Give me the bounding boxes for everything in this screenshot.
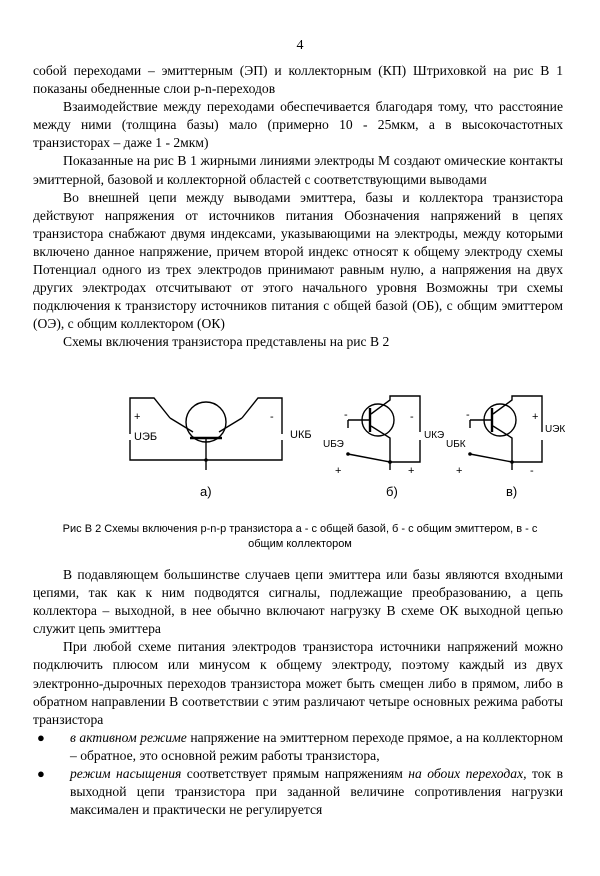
paragraph: Во внешней цепи между выводами эмиттера, базы и коллектора транзистора действуют напряжения от источников питания Обозначения напряжений в цепях транзистора снабжают двумя индексами, указывающими на электроды, между которыми включено данное напряжение, причем второй индекс относят к общему электроду схемы Потенциал одного из трех электродов принимают равным нулю, а напряжения на двух других электродах отсчитывают от этого начального уровня Возможны три схемы подключения к транзистору источников питания с общей базой (ОБ), с общим эмиттером (ОЭ), с общим коллектором (ОК): [33, 189, 563, 332]
paragraph: Взаимодействие между переходами обеспечивается благодаря тому, что расстояние между ними (толщина базы) мало (примерно 10 - 25мкм, а в высокочастотных транзисторах – даже 1 - 2мкм): [33, 99, 563, 151]
label-ueb: UЭБ: [134, 431, 158, 443]
minus-sign: -: [530, 465, 534, 477]
term: в активном режиме: [70, 729, 187, 745]
page-number: 4: [296, 38, 304, 53]
plus-sign: +: [408, 465, 415, 477]
plus-sign: +: [532, 411, 539, 423]
label-ube: UБЭ: [323, 439, 344, 450]
label-ubk: UБК: [446, 439, 466, 450]
item-text: напряжение на эмиттерном переходе прямое, а на коллекторном – обратное, это основной режим работы транзистора,: [70, 729, 563, 763]
item-text: соответствует прямым напряжениям: [181, 766, 409, 782]
list-item: [33, 765, 563, 819]
paragraph: При любой схеме питания электродов транзистора источники напряжений можно подключить плюсом или минусом к общему электроду, поэтому каждый из двух электронно-дырочных переходов транзистора может быть смещен либо в прямом, либо в обратном направлении В соответствии с этим различают четыре основных режима работы транзистора: [33, 639, 563, 727]
list-item: [33, 729, 563, 765]
bullet-icon: ●: [37, 729, 45, 745]
mode-list: [33, 729, 563, 819]
minus-sign: -: [410, 411, 414, 423]
circuit-common-emitter: [348, 396, 420, 470]
term: на обоих переходах,: [408, 766, 527, 782]
transistor-circuits-figure: [90, 392, 570, 512]
sub-label-b: б): [386, 484, 398, 499]
paragraph: собой переходами – эмиттерным (ЭП) и коллекторным (КП) Штриховкой на рис В 1 показаны обедненные слои p-n-переходов: [33, 63, 563, 97]
circuit-common-collector: [470, 396, 542, 470]
minus-sign: -: [344, 409, 348, 421]
paragraph: Схемы включения транзистора представлены на рис В 2: [63, 334, 390, 350]
item-text: ток в выходной цепи транзистора при заданной величине сопротивления нагрузки максимален и практически не регулируется: [70, 766, 564, 818]
sub-label-c: в): [506, 484, 518, 499]
plus-sign: +: [456, 465, 463, 477]
plus-sign: +: [335, 465, 342, 477]
text-block-top: [33, 62, 563, 352]
paragraph: Показанные на рис В 1 жирными линиями электроды М создают омические контакты эмиттерной, базовой и коллекторной областей с соответствующими выводами: [33, 153, 563, 187]
paragraph: В подавляющем большинстве случаев цепи эмиттера или базы являются входными цепями, так как к ним подводятся сигналы, подлежащие преобразованию, а цепь коллектора – выходной, в нее обычно включают нагрузку В схеме ОК выходной цепью служит цепь эмиттера: [33, 567, 563, 637]
plus-sign: +: [134, 411, 141, 423]
text-block-bottom: [33, 566, 563, 819]
label-uke: UКЭ: [424, 430, 445, 441]
label-uek: UЭК: [545, 424, 566, 435]
bullet-icon: ●: [37, 766, 45, 782]
figure-caption: Рис В 2 Схемы включения p-n-p транзистора а - с общей базой, б - с общим эмиттером, в - с общим коллектором: [62, 523, 538, 550]
term: режим насыщения: [70, 766, 182, 782]
minus-sign: -: [466, 409, 470, 421]
sub-label-a: а): [200, 484, 212, 499]
minus-sign: -: [270, 411, 274, 423]
label-ukb: UКБ: [290, 429, 312, 441]
